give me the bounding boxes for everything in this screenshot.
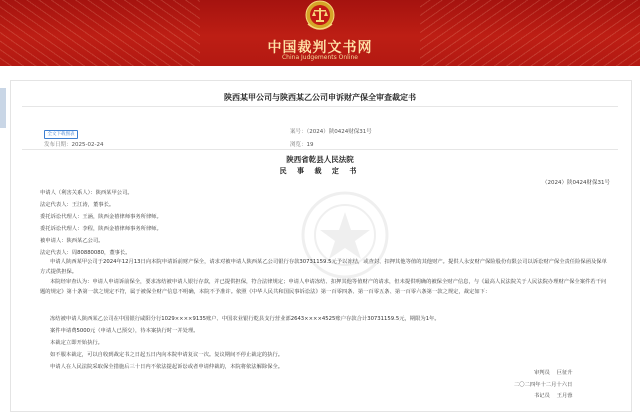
paragraph-fee: 案件申请费5000元（申请人已预交），待本案执行时一并处理。 [50,328,199,334]
release-date: 2025-02-24 [71,142,104,148]
clerk-name: 王月蓉 [556,393,573,399]
paragraph-request: 申请人陕西某甲公司于2024年12月13日向本院申请诉前财产保全，请求对被申请人陕西某乙公司银行存款30731159.5元予以冻结，或查封、扣押其他等值的其他财产。提供人永安财产保险股份有限公司以诉讼财产保全责任险保函及保单方式提供担保。 [40,259,607,275]
clerk-label: 书记员 [534,393,550,399]
paragraph-effective: 本裁定立即开始执行。 [50,340,103,346]
court-name: 陕西省乾县人民法院 [286,155,354,164]
download-badge[interactable]: 全文下载图表 [44,130,78,139]
site-subtitle: China Judgements Online [281,54,358,61]
paragraph-reasoning: 本院经审查认为：申请人申请诉前保全，要求冻结被申请人银行存款，并已提供担保，符合法律规定；申请人申请冻结、扣押其他等值财产的请求，但未提供明确的被保全财产信息，与《最高人民法院关于人民法院办理财产保全案件若干问题的规定》第十条第一款之规定不符，属于被保全财产信息不明确，本院不予准许。依照《中华人民共和国民事诉讼法》第一百零四条、第一百零五条、第一百零六条第一款之规定，裁定如下： [40,279,607,295]
judge-name: 巨征升 [556,370,573,376]
party-applicant: 申请人（利害关系人）：陕西某甲公司。 [40,190,133,196]
case-number-short: （2024）陕0424财保31号 [306,129,372,135]
ruling-date: 二〇二四年十二月十六日 [514,382,573,388]
site-header [0,0,640,66]
judge-signature [534,368,573,376]
views-row [290,140,314,148]
document-type: 民 事 裁 定 书 [279,167,361,175]
views-label: 浏览： [290,142,307,148]
paragraph-ruling: 冻结被申请人陕西某乙公司在中国银行咸阳分行1029××××9135账户、中国农业银行乾县支行营业部2643××××4525账户存款合计30731159.5元，期限为1年。 [50,316,440,322]
judge-label: 审判员 [534,370,550,376]
document-title: 陕西某甲公司与陕西某乙公司申诉财产保全审查裁定书 [224,93,416,102]
paragraph-release: 申请人在人民法院采取保全措施后三十日内不依法提起诉讼或者申请仲裁的，本院将依法解除保全。 [50,364,284,370]
case-label: 案号： [290,129,307,135]
release-label: 发布日期： [44,142,72,148]
release-date-row [44,140,103,148]
case-number: （2024）陕0424财保31号 [542,180,610,186]
party-agent-1: 委托诉讼代理人：王涵，陕西金禧律师事务所律师。 [40,214,162,220]
site-title[interactable]: 中国裁判文书网 [267,40,373,56]
court-emblem-icon[interactable] [302,0,338,34]
party-agent-2: 委托诉讼代理人：李程，陕西金禧律师事务所律师。 [40,226,162,232]
paragraph-appeal: 如不服本裁定，可以自收到裁定书之日起五日内向本院申请复议一次。复议期间不停止裁定的执行。 [50,352,284,358]
party-legal-rep: 法定代表人：王江涛，董事长。 [40,202,115,208]
case-number-row [290,127,372,135]
divider [22,149,618,150]
views-count: 19 [306,142,314,148]
party-respondent: 被申请人：陕西某乙公司。 [40,238,104,244]
party-respondent-rep: 法定代表人：周80880080，董事长。 [40,250,131,256]
clerk-signature [534,391,573,399]
divider [22,106,618,107]
